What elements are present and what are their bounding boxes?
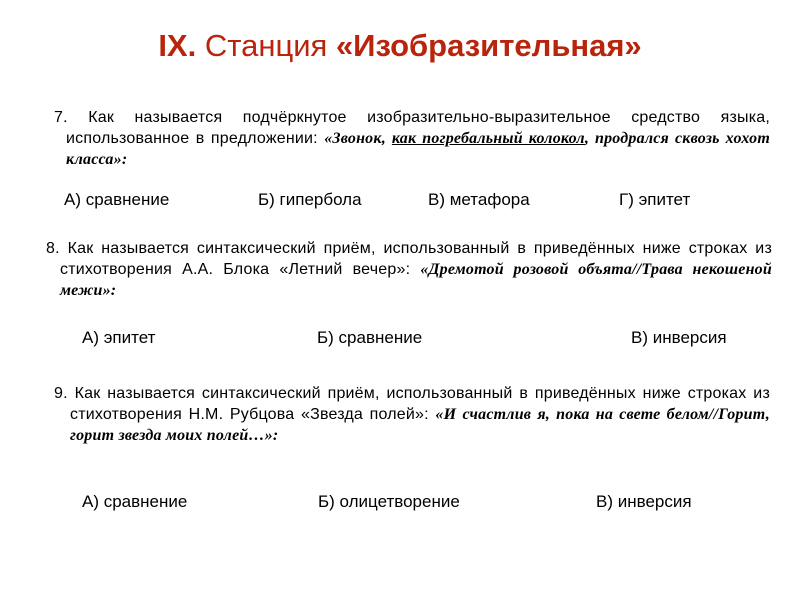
answer-option[interactable]: В) метафора — [428, 190, 530, 209]
answer-option[interactable]: Б) сравнение — [317, 328, 423, 347]
title-name: «Изобразительная» — [335, 28, 642, 63]
question-number: 9. — [54, 385, 68, 402]
answer-option[interactable]: А) сравнение — [82, 492, 188, 511]
question-text: Как называется синтаксический приём, использованный в приведённых ниже строках из стихотворения Н.М. Рубцова «Звезда полей»: — [70, 385, 770, 423]
question-number: 8. — [46, 240, 60, 257]
page-title — [0, 28, 800, 64]
question-quote-start: «Звонок, — [324, 130, 392, 147]
answer-option[interactable]: А) сравнение — [64, 190, 170, 209]
answer-option[interactable]: Б) олицетворение — [318, 492, 460, 511]
answer-option[interactable]: В) инверсия — [596, 492, 692, 511]
answer-option[interactable]: Б) гипербола — [258, 190, 362, 209]
answer-option[interactable]: А) эпитет — [82, 328, 156, 347]
question-quote-end: , продрался сквозь хохот класса»: — [66, 130, 770, 168]
question-7 — [54, 107, 770, 170]
question-quote-underlined: как погребальный колокол — [391, 130, 585, 147]
title-station: Станция — [204, 28, 328, 63]
question-text: Как называется синтаксический приём, использованный в приведённых ниже строках из стихотворения А.А. Блока «Летний вечер»: — [60, 240, 772, 278]
question-8 — [44, 238, 772, 301]
answer-option[interactable]: Г) эпитет — [619, 190, 691, 209]
question-text: Как называется подчёркнутое изобразительно-выразительное средство языка, использованное в предложении: — [66, 109, 770, 147]
title-prefix: IX. — [158, 28, 197, 63]
question-number: 7. — [54, 109, 68, 126]
question-9 — [50, 383, 770, 446]
answer-option[interactable]: В) инверсия — [631, 328, 727, 347]
question-quote: «Дремотой розовой объята//Трава некошеной межи»: — [60, 261, 772, 299]
question-quote: «И счастлив я, пока на свете белом//Горит, горит звезда моих полей…»: — [70, 406, 770, 444]
